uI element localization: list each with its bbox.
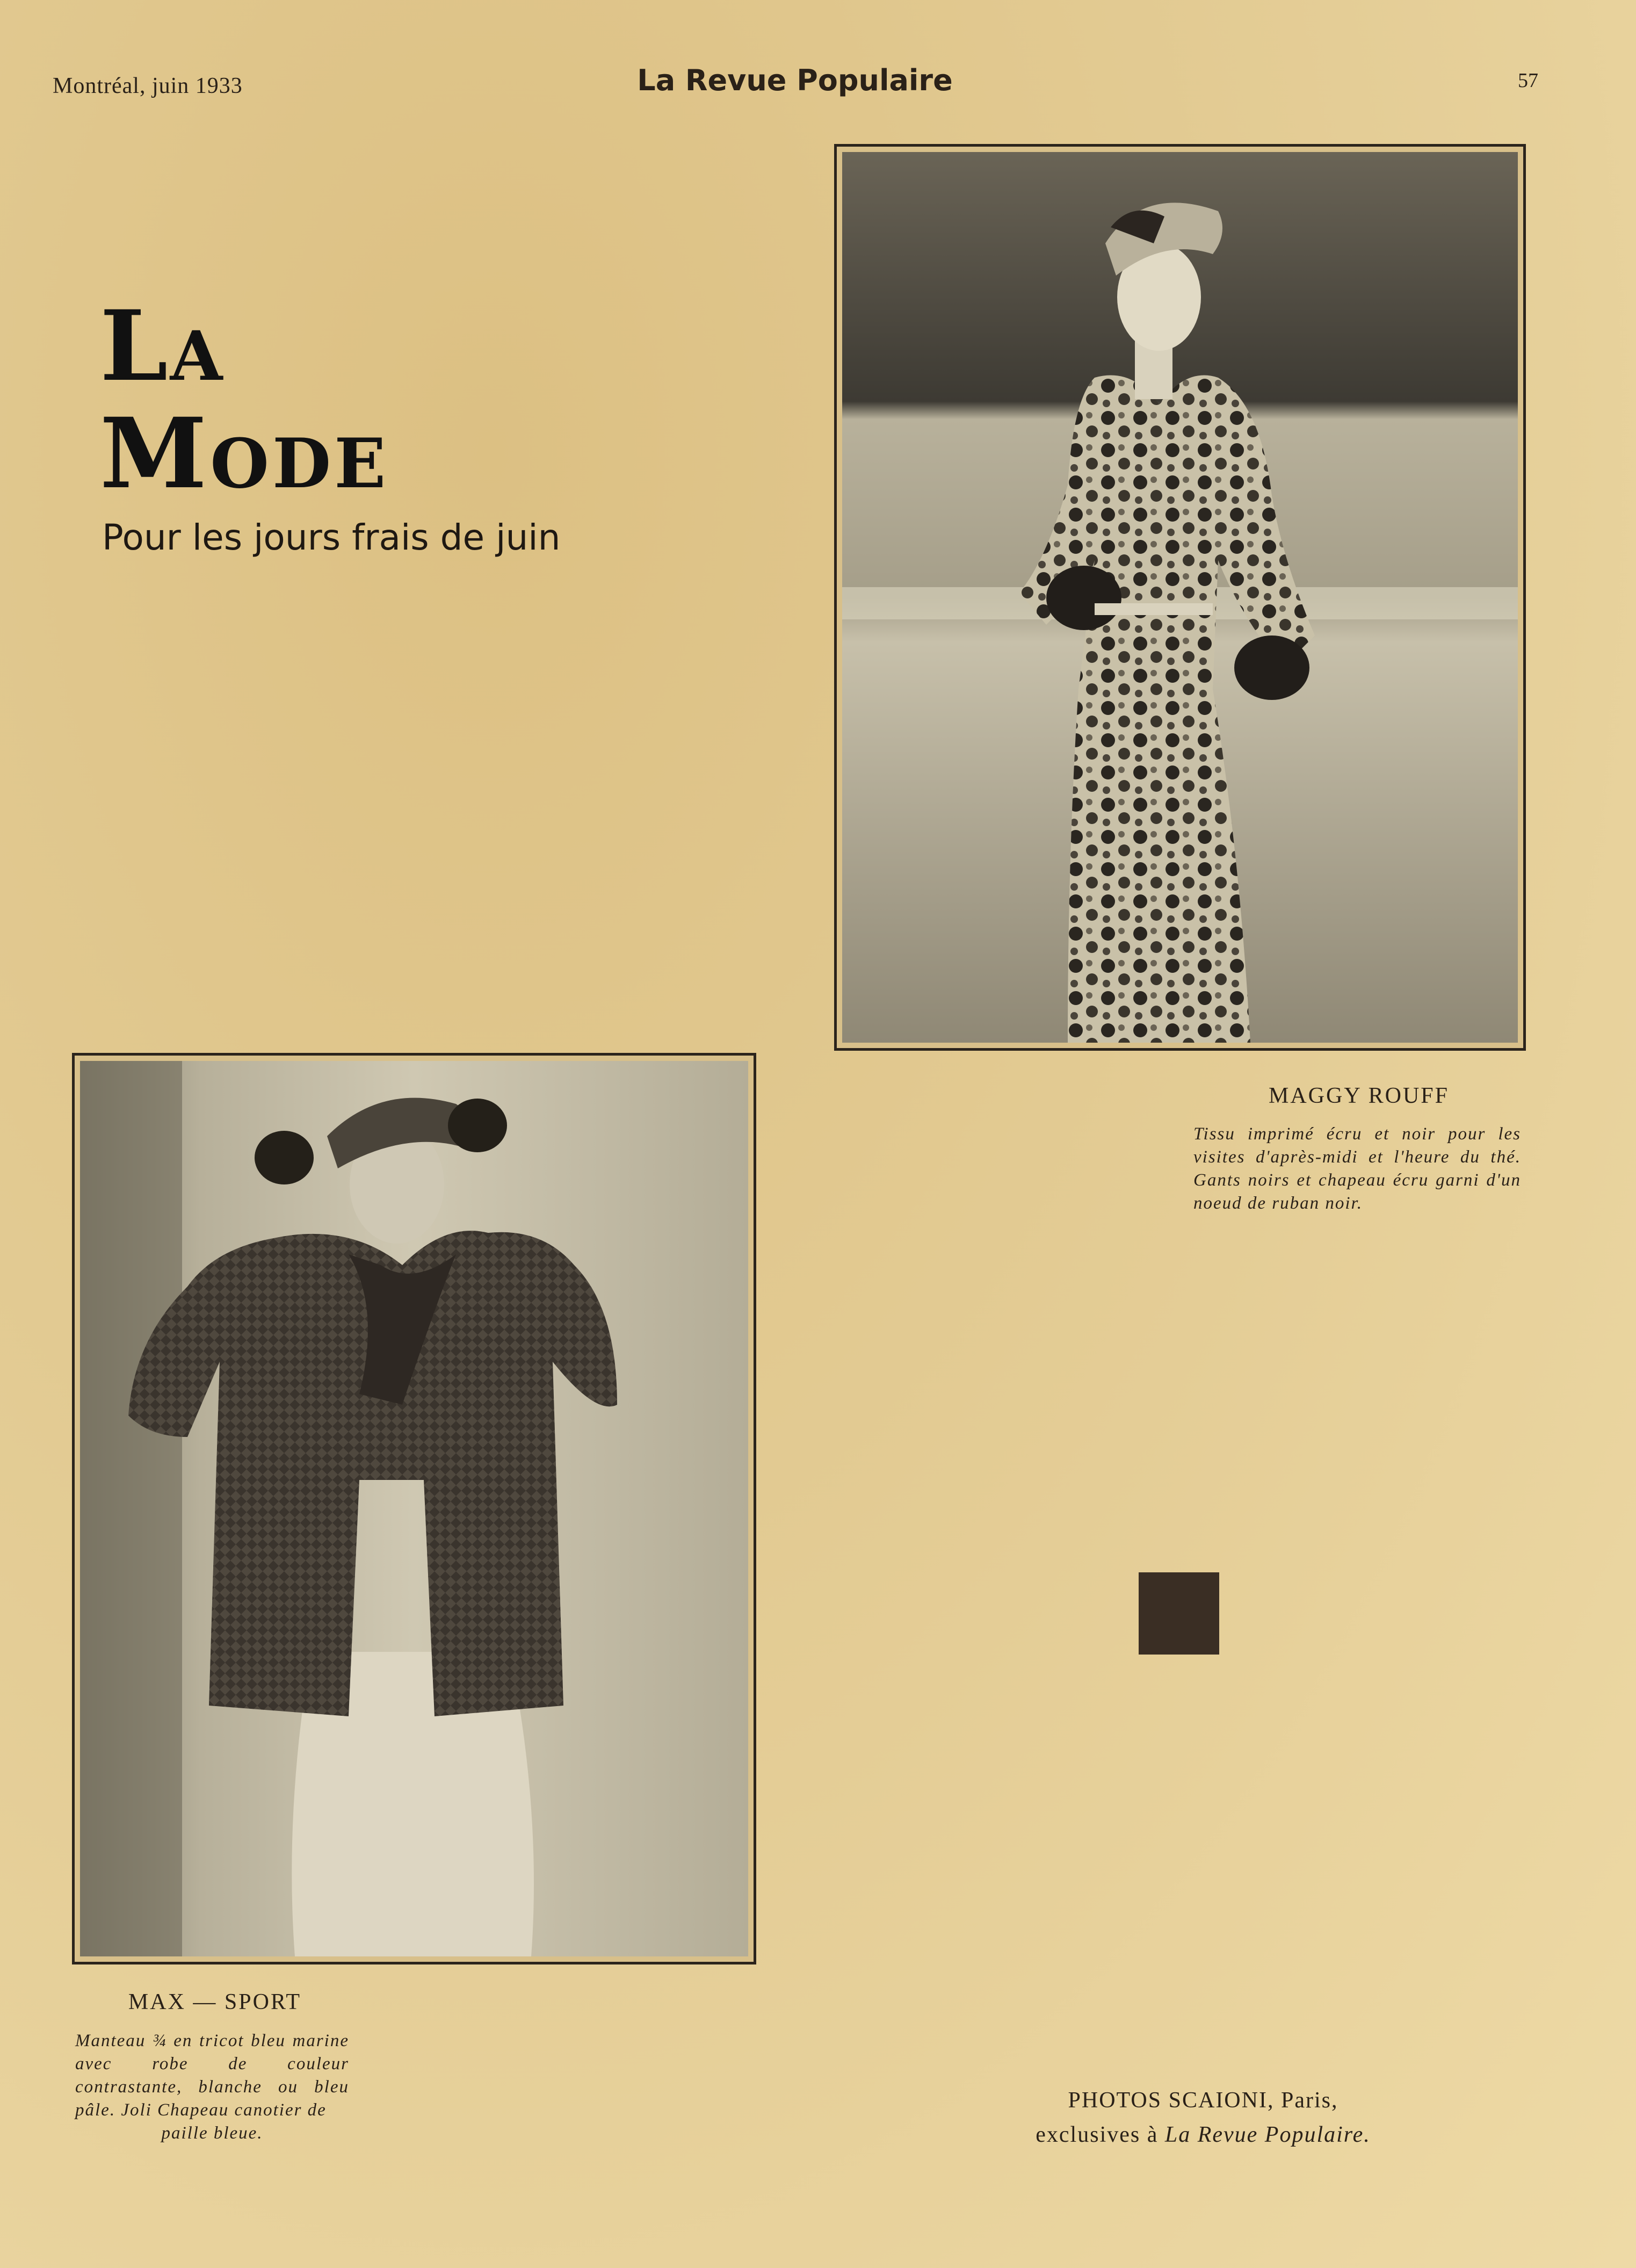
photo-frame-max-sport xyxy=(72,1053,756,1964)
caption-title-max-sport: MAX — SPORT xyxy=(128,1990,302,2014)
photo-frame-maggy-rouff xyxy=(834,144,1526,1051)
photo-maggy-rouff xyxy=(842,152,1518,1043)
credits-line-2-prefix: exclusives à xyxy=(1036,2122,1159,2147)
caption-body-max-sport xyxy=(75,2029,349,2145)
page-number: 57 xyxy=(1518,69,1538,92)
decorative-square xyxy=(1139,1572,1219,1655)
credits-line-2-magazine: La Revue Populaire. xyxy=(1164,2122,1371,2147)
caption-body-maggy-rouff: Tissu imprimé écru et noir pour les visites d'après-midi et l'heure du thé. Gants noirs et chapeau écru garni d'un noeud de ruban noir. xyxy=(1193,1124,1521,1213)
page-subtitle: Pour les jours frais de juin xyxy=(102,517,561,558)
magazine-title: La Revue Populaire xyxy=(637,63,953,97)
credits-line-1: PHOTOS SCAIONI, Paris, xyxy=(1068,2088,1338,2113)
caption-title-maggy-rouff: MAGGY ROUFF xyxy=(1268,1084,1449,1108)
credits-line-2 xyxy=(935,2118,1472,2152)
photo-max-sport xyxy=(80,1061,748,1956)
fashion-photo-knit-coat xyxy=(80,1061,748,1956)
caption-body-max-sport-text: Manteau ¾ en tricot bleu marine avec robe de couleur contrastante, blanche ou bleu pâle. Joli Chapeau canotier de xyxy=(75,2031,349,2120)
title-line-1: La xyxy=(100,290,225,403)
issue-date: Montréal, juin 1933 xyxy=(53,74,243,98)
photo-credits xyxy=(935,2083,1472,2152)
title-line-2: Mode xyxy=(100,397,389,510)
fashion-photo-floral-dress xyxy=(842,152,1518,1043)
caption-body-max-sport-last: paille bleue. xyxy=(161,2123,263,2143)
